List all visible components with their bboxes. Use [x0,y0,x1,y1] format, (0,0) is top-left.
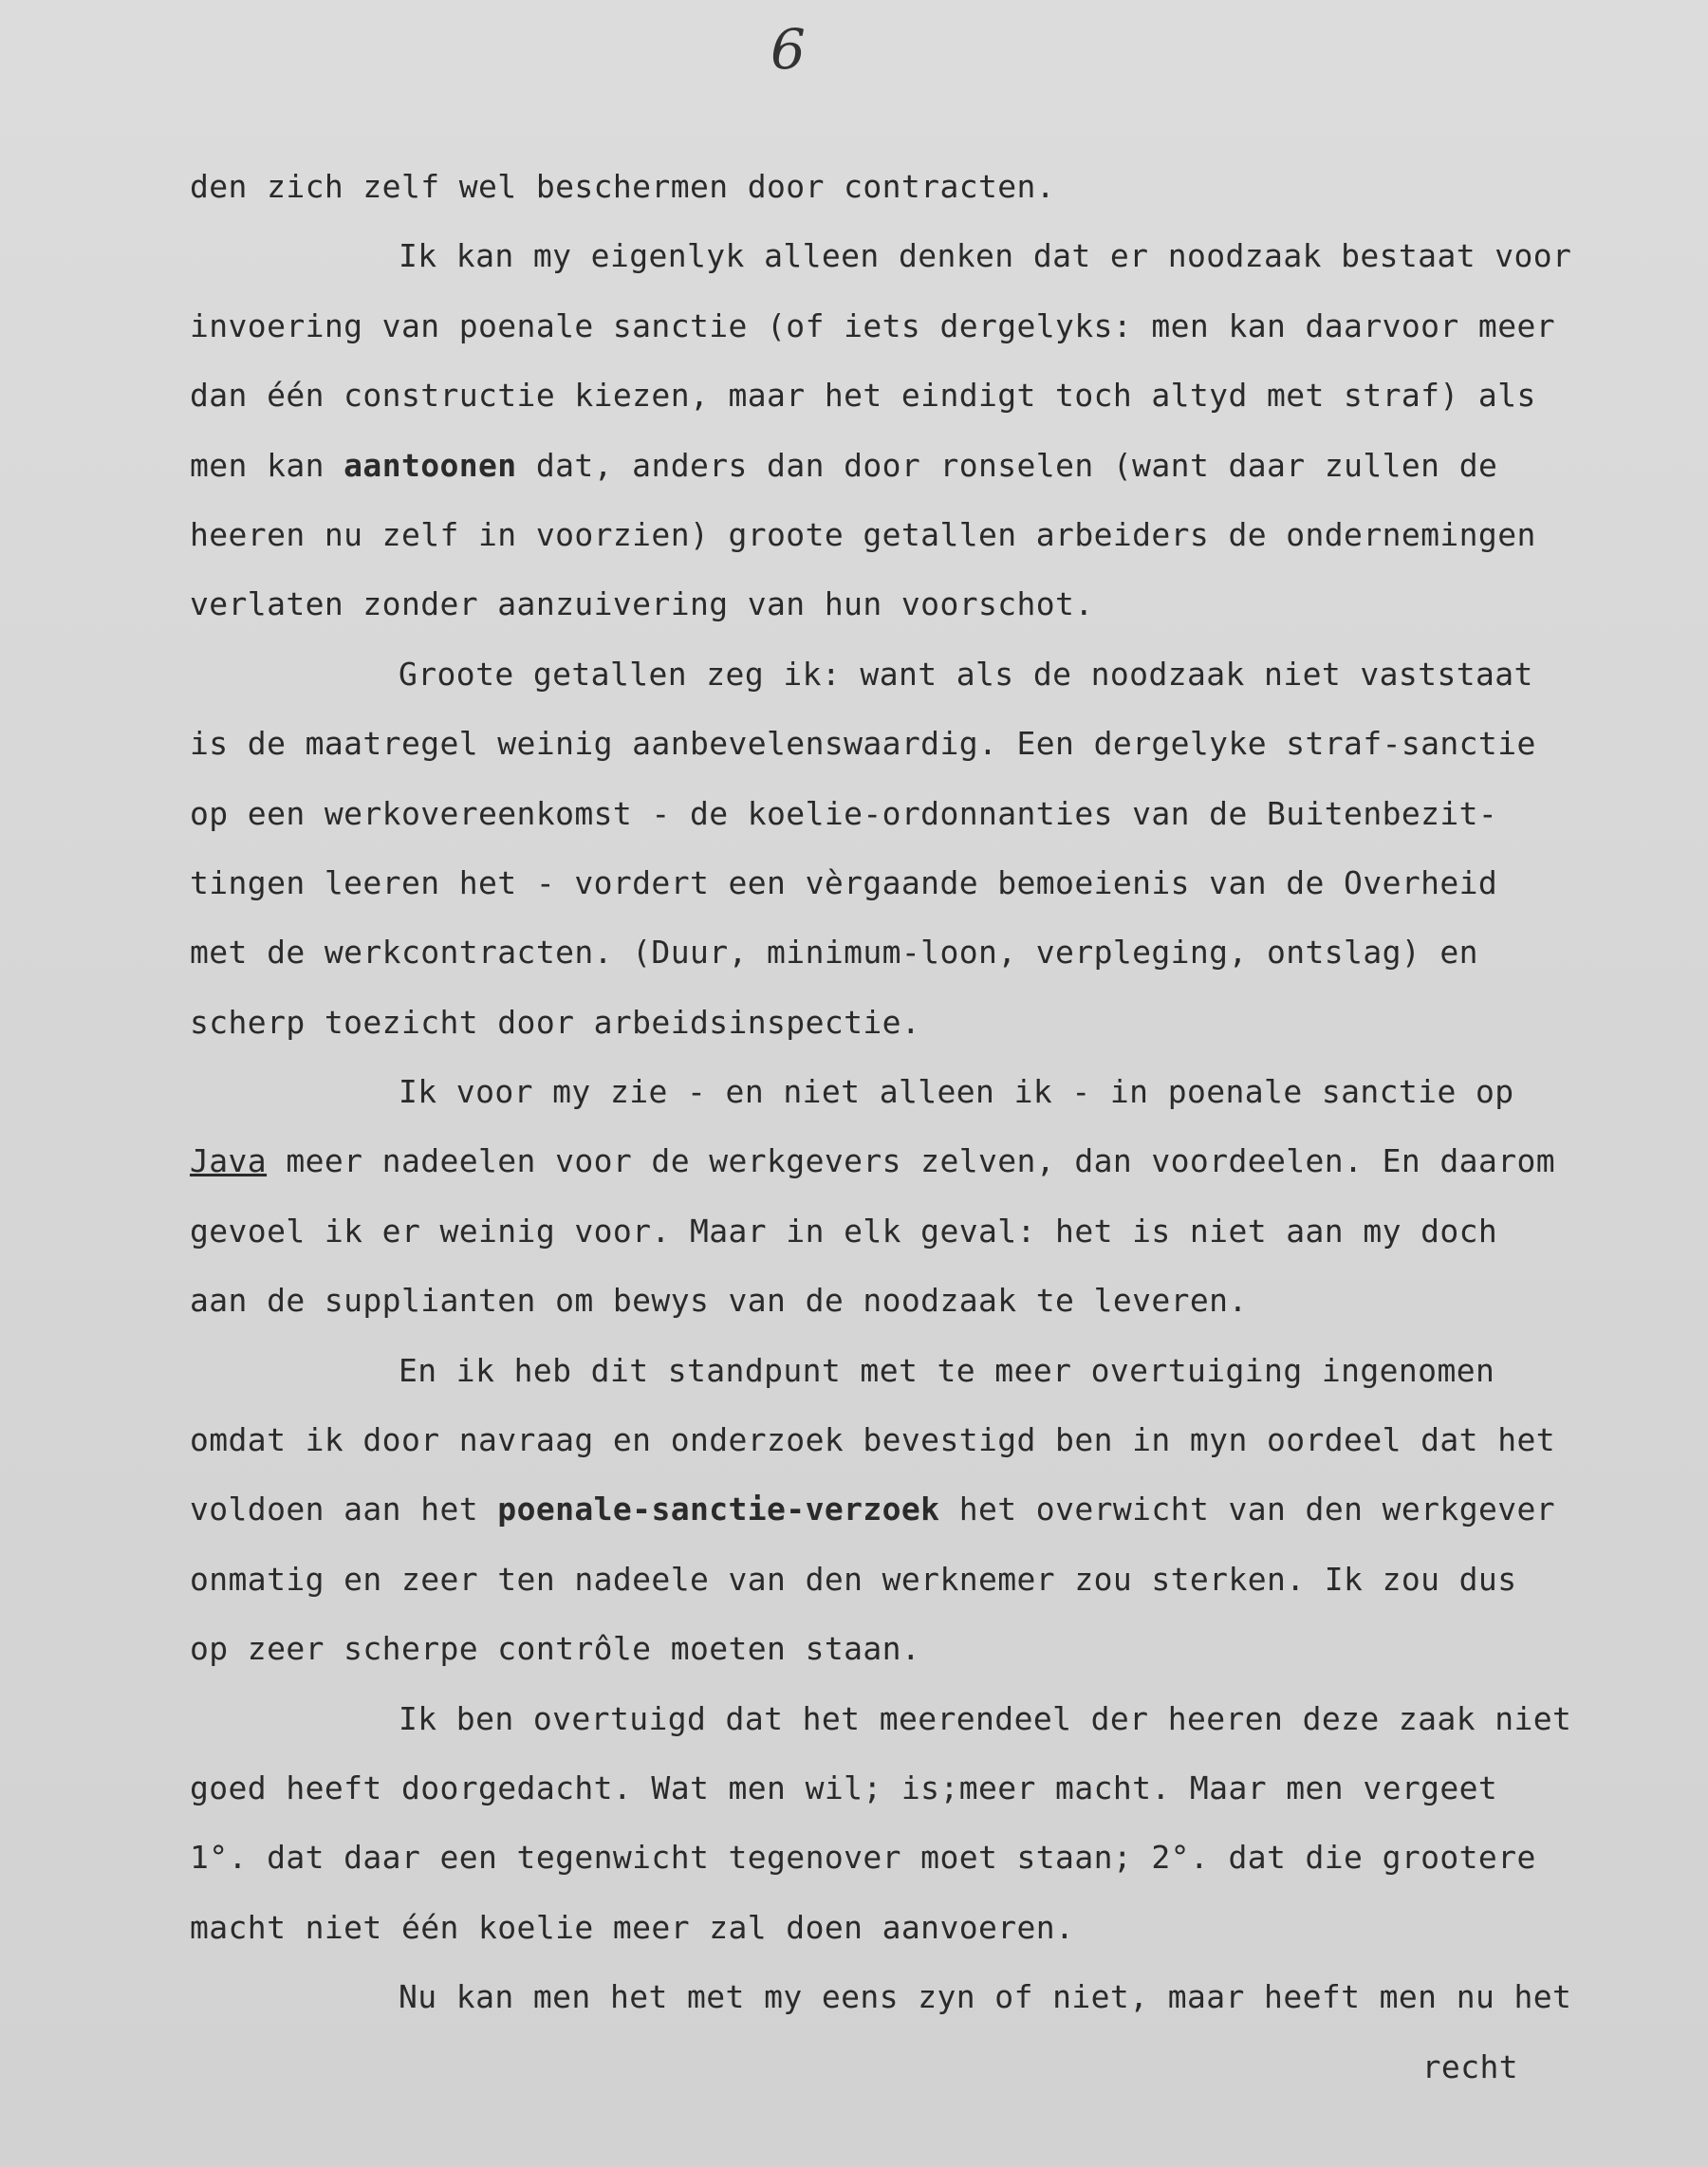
text-line [190,1474,1670,1544]
text-line: dan één constructie kiezen, maar het eindigt toch altyd met straf) als [190,377,1536,415]
emphasized-word: aantoonen [343,446,517,484]
text-line: met de werkcontracten. (Duur, minimum-loon, verpleging, ontslag) en [190,934,1478,972]
page-number: 6 [770,17,806,82]
text-line: omdat ik door navraag en onderzoek bevestigd ben in myn oordeel dat het [190,1421,1556,1459]
text-line: Ik ben overtuigd dat het meerendeel der heeren deze zaak niet [399,1699,1572,1737]
text-line: verlaten zonder aanzuivering van hun voorschot. [190,585,1094,623]
text-line: op een werkovereenkomst - de koelie-ordonnanties van de Buitenbezit- [190,794,1498,832]
text-line: En ik heb dit standpunt met te meer overtuiging ingenomen [399,1351,1495,1389]
text-line: macht niet één koelie meer zal doen aanvoeren. [190,1908,1075,1946]
text-line: goed heeft doorgedacht. Wat men wil; is;meer macht. Maar men vergeet [190,1769,1498,1806]
underlined-word: Java [190,1142,268,1180]
text-line [190,431,1670,500]
text-line: is de maatregel weinig aanbevelenswaardig. Een dergelyke straf-sanctie [190,725,1536,763]
text-line: heeren nu zelf in voorzien) groote getallen arbeiders de ondernemingen [190,515,1536,553]
text-line [190,1126,1670,1195]
typed-letter-body [190,152,1670,2102]
text-line: den zich zelf wel beschermen door contracten. [190,168,1056,205]
text-fragment: het overwicht van den werkgever [939,1491,1556,1528]
text-line: invoering van poenale sanctie (of iets dergelyks: men kan daarvoor meer [190,306,1556,344]
text-line: scherp toezicht door arbeidsinspectie. [190,1003,921,1041]
text-line: 1°. dat daar een tegenwicht tegenover moet staan; 2°. dat die grootere [190,1839,1536,1877]
emphasized-phrase: poenale-sanctie-verzoek [497,1491,940,1528]
text-fragment: dat, anders dan door ronselen (want daar zullen de [516,446,1498,484]
text-line: gevoel ik er weinig voor. Maar in elk geval: het is niet aan my doch [190,1212,1498,1250]
text-fragment: meer nadeelen voor de werkgevers zelven, dan voordeelen. En daarom [267,1142,1556,1180]
text-line: tingen leeren het - vordert een vèrgaande bemoeienis van de Overheid [190,863,1498,901]
text-line: op zeer scherpe contrôle moeten staan. [190,1630,921,1668]
text-line: Ik kan my eigenlyk alleen denken dat er noodzaak bestaat voor [399,237,1572,275]
text-fragment: voldoen aan het [190,1491,498,1528]
text-line: Nu kan men het met my eens zyn of niet, maar heeft men nu het [399,1978,1572,2016]
text-line: Groote getallen zeg ik: want als de noodzaak niet vaststaat [399,655,1533,693]
text-fragment: men kan [190,446,344,484]
text-line: Ik voor my zie - en niet alleen ik - in poenale sanctie op [399,1073,1514,1111]
text-line: aan de supplianten om bewys van de noodzaak te leveren. [190,1282,1248,1320]
text-line: onmatig en zeer ten nadeele van den werknemer zou sterken. Ik zou dus [190,1560,1517,1598]
catchword: recht [1421,2047,1518,2085]
